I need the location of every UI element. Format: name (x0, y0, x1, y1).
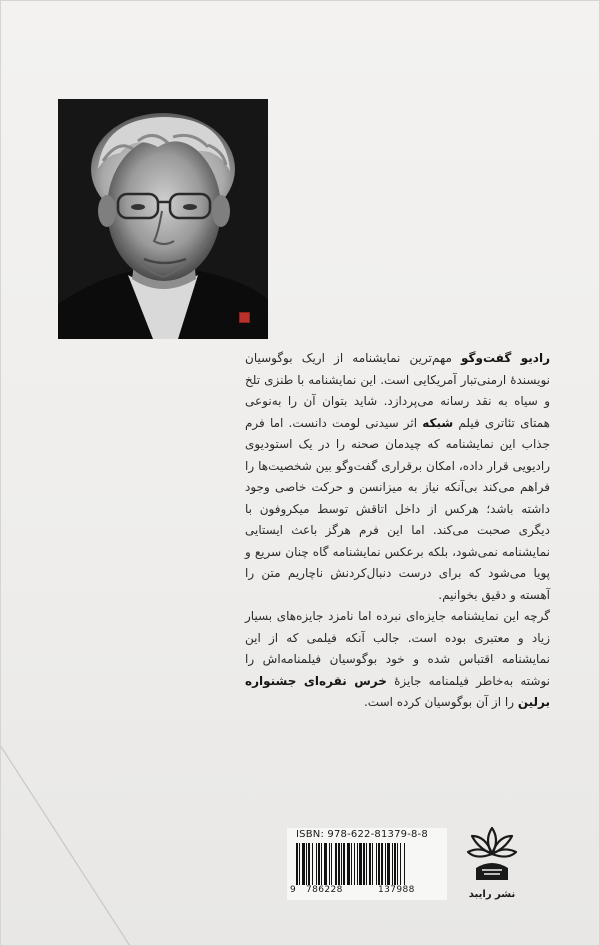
barcode-bar (302, 843, 305, 885)
barcode-bar (372, 843, 373, 885)
barcode-bar (318, 843, 320, 885)
barcode-bar (343, 843, 345, 885)
barcode-lead-digit: 9 (290, 885, 297, 895)
barcode-bar (381, 843, 383, 885)
barcode-bar (351, 843, 352, 885)
barcode-bar (376, 843, 377, 885)
paragraph-2-part-a: گرچه این نمایشنامه جایزه‌ای نبرده اما نامزد جایزه‌های بسیار زیاد و معتبری بوده است. جالب آنکه فیلمی که از این نمایشنامه اقتباس شده و خود بوگوسیان فیلمنامه‌اش را نوشته به‌خاطر فیلمنامه جایزهٔ (245, 609, 551, 688)
barcode-bar (354, 843, 355, 885)
barcode-bar (296, 843, 298, 885)
barcode-bar (331, 843, 332, 885)
barcode-bar (338, 843, 340, 885)
barcode-bar (404, 843, 405, 885)
barcode-bar (392, 843, 393, 885)
barcode-bar (312, 843, 313, 885)
barcode-bar (329, 843, 330, 885)
accent-square (239, 312, 250, 323)
book-title: رادیو گفت‌وگو (461, 351, 550, 365)
barcode-bar (363, 843, 365, 885)
barcode-bar (321, 843, 322, 885)
barcode-bar (394, 843, 396, 885)
barcode-group-2: 137988 (378, 885, 415, 895)
barcode-group-1: 786228 (306, 885, 343, 895)
barcode-bar (316, 843, 317, 885)
isbn-label: ISBN: 978-622-81379-8-8 (296, 829, 428, 840)
barcode-bar (400, 843, 401, 885)
barcode (296, 843, 440, 887)
film-title: شبکه (422, 415, 454, 430)
author-portrait-photo (58, 99, 268, 339)
publisher-name: نشر رایبد (468, 889, 516, 900)
paragraph-1 (245, 348, 550, 606)
barcode-bar (397, 843, 398, 885)
barcode-bar (357, 843, 358, 885)
author-portrait-icon (58, 99, 268, 339)
barcode-bar (299, 843, 300, 885)
barcode-bar (324, 843, 327, 885)
paragraph-2 (245, 606, 550, 714)
description-text (245, 348, 550, 714)
barcode-bar (387, 843, 390, 885)
barcode-bar (306, 843, 307, 885)
barcode-bar (335, 843, 337, 885)
paragraph-1-part-a: مهم‌ترین نمایشنامه از اریک بوگوسیان نویسندهٔ ارمنی‌تبار آمریکایی است. این نمایشنامه با طنزی تلخ و سیاه به نقد رسانه می‌پردازد. شاید بتوان آن را به‌نوعی همتای تئاتری فیلم (245, 351, 551, 430)
paragraph-2-part-b: را از آن بوگوسیان کرده است. (363, 695, 518, 709)
paragraph-1-part-b: اثر سیدنی لومت دانست. اما فرم جذاب این نمایشنامه که چیدمان صحنه را در یک استودیوی رادیویی قرار داده، امکان برقراری گفت‌وگو بین شخصیت‌ها را فراهم می‌کند بی‌آنکه نیاز به میزانسن و حرکت خاصی وجود داشته باشد؛ هرکس از داخل اتاقش توسط میکروفون با دیگری صحبت می‌کند. اما این فرم هرگز باعث ایستایی نمایشنامه نمی‌شود، بلکه برعکس نمایشنامه گاه چنان سریع و پویا می‌شود که برای درست دنبال‌کردنش ناچاریم متن را آهسته و دقیق بخوانیم. (245, 415, 550, 602)
barcode-bar (341, 843, 342, 885)
barcode-bar (369, 843, 371, 885)
barcode-bar (366, 843, 367, 885)
barcode-bar (378, 843, 380, 885)
lotus-leaf-logo-icon (462, 820, 522, 890)
barcode-bar (308, 843, 310, 885)
barcode-bar (347, 843, 350, 885)
barcode-bar (359, 843, 362, 885)
barcode-bar (385, 843, 386, 885)
award-name: خرس نقره‌ای جشنواره برلین (245, 673, 550, 709)
